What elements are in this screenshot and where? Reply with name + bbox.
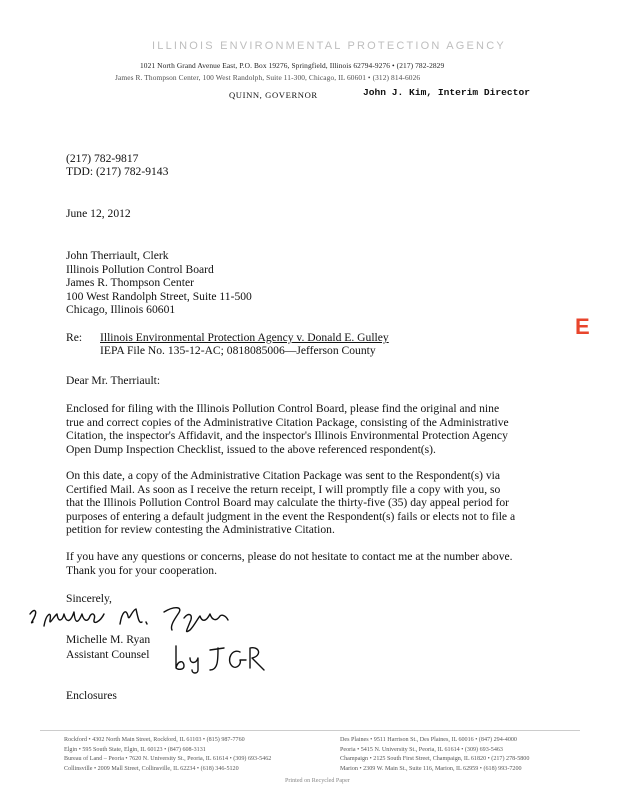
footer-offices-left bbox=[64, 736, 271, 774]
director-line: John J. Kim, Interim Director bbox=[363, 87, 530, 98]
footer-office: Bureau of Land – Peoria • 7620 N. University St., Peoria, IL 61614 • (309) 693-5462 bbox=[64, 756, 272, 762]
salutation: Dear Mr. Therriault: bbox=[66, 374, 161, 387]
recipient-city: Chicago, Illinois 60601 bbox=[66, 303, 176, 317]
closing: Sincerely, bbox=[66, 592, 112, 605]
footer-office: Peoria • 5415 N. University St., Peoria, IL 61614 • (309) 693-5463 bbox=[340, 746, 503, 753]
recipient-building: James R. Thompson Center bbox=[66, 276, 194, 290]
footer-office: Collinsville • 2009 Mall Street, Collinsville, IL 62234 • (618) 346-5120 bbox=[64, 765, 239, 772]
footer-offices-right bbox=[340, 736, 529, 774]
re-file-number: IEPA File No. 135-12-AC; 0818085006—Jefferson County bbox=[100, 344, 376, 357]
enclosures-note: Enclosures bbox=[66, 689, 117, 702]
paragraph-line: Enclosed for filing with the Illinois Pollution Control Board, please find the original and nine bbox=[66, 402, 500, 415]
address-chicago: James R. Thompson Center, 100 West Randolph, Suite 11-300, Chicago, IL 60601 • (312) 814-6026 bbox=[115, 73, 421, 82]
recipient-org: Illinois Pollution Control Board bbox=[66, 262, 214, 276]
footer-office: Champaign • 2125 South First Street, Champaign, IL 61820 • (217) 278-5800 bbox=[340, 756, 530, 762]
body-paragraph bbox=[66, 402, 509, 456]
signer-name: Michelle M. Ryan bbox=[66, 633, 151, 646]
agency-letterhead bbox=[152, 36, 512, 52]
agency-title: ILLINOIS ENVIRONMENTAL PROTECTION AGENCY bbox=[152, 40, 506, 52]
re-label: Re: bbox=[66, 331, 83, 344]
recipient-block bbox=[66, 249, 252, 317]
footer-office: Marion • 2309 W. Main St., Suite 116, Marion, IL 62959 • (618) 993-7200 bbox=[340, 765, 522, 772]
recipient-street: 100 West Randolph Street, Suite 11-500 bbox=[66, 289, 252, 303]
phone-number: (217) 782-9817 bbox=[66, 152, 139, 165]
footer-office: Des Plaines • 9511 Harrison St., Des Plaines, IL 60016 • (847) 294-4000 bbox=[340, 737, 517, 743]
paragraph-line: On this date, a copy of the Administrative Citation Package was sent to the Respondent(s) via bbox=[66, 469, 501, 482]
paragraph-line: If you have any questions or concerns, please do not hesitate to contact me at the number above. bbox=[66, 550, 513, 563]
paragraph-line: Open Dump Inspection Checklist, issued to the above referenced respondent(s). bbox=[66, 442, 436, 456]
footer-office: Rockford • 4302 North Main Street, Rockford, IL 61103 • (815) 987-7760 bbox=[64, 737, 245, 743]
signer-title: Assistant Counsel bbox=[66, 648, 150, 661]
footer-divider bbox=[40, 730, 580, 731]
body-paragraph bbox=[66, 550, 513, 577]
address-springfield: 1021 North Grand Avenue East, P.O. Box 19276, Springfield, Illinois 62794-9276 • (217) 782-2829 bbox=[140, 61, 445, 70]
paragraph-line: true and correct copies of the Administrative Citation Package, consisting of the Administrative bbox=[66, 415, 509, 429]
footer-office: Elgin • 595 South State, Elgin, IL 60123 • (847) 608-3131 bbox=[64, 746, 206, 753]
re-case bbox=[100, 331, 389, 345]
by-initials-note bbox=[170, 640, 270, 681]
recycled-paper-note: Printed on Recycled Paper bbox=[285, 778, 350, 784]
paragraph-line: petition for review contesting the Administrative Citation. bbox=[66, 523, 335, 537]
recipient-name: John Therriault, Clerk bbox=[66, 249, 169, 262]
governor-line: QUINN, GOVERNOR bbox=[229, 90, 318, 100]
exhibit-stamp: E bbox=[575, 314, 590, 339]
re-case-title: Illinois Environmental Protection Agency v. Donald E. Gulley bbox=[100, 331, 389, 344]
paragraph-line: Citation, the inspector's Affidavit, and the inspector's Illinois Environmental Protection Agency bbox=[66, 429, 508, 443]
paragraph-line: Certified Mail. As soon as I receive the return receipt, I will promptly file a copy with you, so bbox=[66, 482, 501, 496]
tdd-number: TDD: (217) 782-9143 bbox=[66, 165, 169, 178]
paragraph-line: Thank you for your cooperation. bbox=[66, 563, 217, 577]
by-jgr-scribble bbox=[170, 640, 270, 676]
letter-date: June 12, 2012 bbox=[66, 207, 131, 220]
paragraph-line: that the Illinois Pollution Control Board may calculate the thirty-five (35) day appeal period for bbox=[66, 496, 510, 510]
paragraph-line: purposes of entering a default judgment in the event the Respondent(s) fails or elects not to file a bbox=[66, 509, 516, 523]
body-paragraph bbox=[66, 469, 515, 537]
